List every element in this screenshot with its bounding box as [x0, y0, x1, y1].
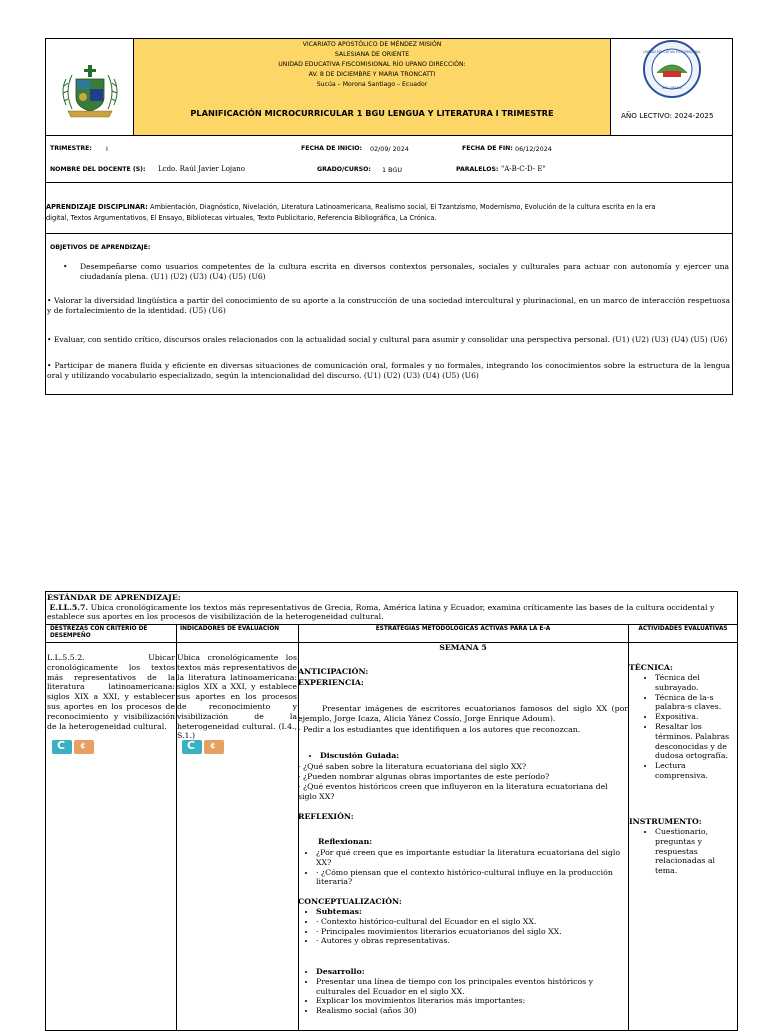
- tecnica-item: • Resaltar los términos. Palabras desconocidas y de dudosa ortografía.: [655, 722, 739, 761]
- anticipacion-label: ANTICIPACIÓN:: [298, 667, 369, 676]
- aprendizaje-section: [45, 182, 733, 234]
- header-line-1: VICARIATO APOSTÓLICO DE MÉNDEZ MISIÓN: [302, 41, 442, 48]
- col-header-indicadores: INDICADORES DE EVALUACIÓN: [180, 626, 280, 632]
- reflexion-label: REFLEXIÓN:: [298, 812, 354, 821]
- school-year: AÑO LECTIVO: 2024-2025: [621, 111, 714, 120]
- institution-header: [134, 39, 611, 135]
- reflexion-item: • · ¿Cómo piensan que el contexto histórico-cultural influye en la producción literaria?: [316, 868, 628, 888]
- destreza-text: L.L.5.5.2. Ubicar cronológicamente los textos más representativos de la literatura latinoamericana: siglos XIX a XXI, y establecer sus aportes en los procesos de reconocimiento y visibilización de la heterogeneidad cultural.: [47, 653, 175, 731]
- tecnica-item: • Lectura comprensiva.: [655, 761, 739, 781]
- seal-text-bottom: RÍO UPANO: [661, 86, 683, 90]
- desarrollo-item: • Presentar una línea de tiempo con los principales eventos históricos y culturales del Ecuador en el siglo XX.: [316, 977, 628, 997]
- objetivo-3: • Evaluar, con sentido crítico, discursos orales relacionados con la actualidad social y cultural para asumir y consolidar una perspectiva personal. (U1) (U2) (U3) (U4) (U5) (U6): [47, 335, 728, 344]
- docente-value: Lcdo. Raúl Javier Lojano: [158, 165, 245, 173]
- estandar-text: Ubica cronológicamente los textos más representativos de Grecia, Roma, América latina y Ecuador, examina críticamente las bases de la cultura occidental y establece sus aportes en los procesos de visibilización de la heterogeneidad cultural.: [47, 602, 715, 621]
- money-icon: ¢: [74, 740, 94, 754]
- subtema-item: • · Autores y obras representativas.: [316, 936, 628, 946]
- tecnica-list: [629, 673, 739, 781]
- col-header-actividades: ACTIVIDADES EVALUATIVAS: [638, 626, 728, 632]
- paralelos-label: PARALELOS:: [456, 166, 499, 173]
- header-line-5: Sucúa – Morona Santiago – Ecuador: [316, 81, 428, 88]
- desarrollo-item: • Explicar los movimientos literarios más importantes:: [316, 996, 628, 1006]
- reflexion-list: [298, 848, 628, 887]
- objetivo-2: • Valorar la diversidad lingüística a partir del conocimiento de su aporte a la construcción de una sociedad intercultural y plurinacional, en un marco de interacción respetuosa y de fortalecimiento de la identidad. (U5) (U6): [47, 296, 730, 315]
- fecha-fin-value: 06/12/2024: [515, 145, 552, 153]
- tecnica-label: TÉCNICA:: [629, 663, 673, 672]
- instrumento-list: [629, 827, 739, 876]
- trimestre-label: TRIMESTRE:: [50, 145, 92, 152]
- discusion-q2: · ¿Pueden nombrar algunas obras importantes de este período?: [298, 772, 550, 781]
- semana-label: SEMANA 5: [439, 643, 487, 652]
- resource-icons: [182, 739, 226, 758]
- tecnica-item: • Expositiva.: [655, 712, 739, 722]
- grado-label: GRADO/CURSO:: [317, 166, 371, 173]
- subtema-item: • · Principales movimientos literarios ecuatorianos del siglo XX.: [316, 927, 628, 937]
- fecha-inicio-value: 02/09/ 2024: [370, 145, 409, 153]
- subtemas-label: Subtemas:: [316, 907, 362, 916]
- divider: [46, 624, 737, 625]
- desarrollo-item: • Realismo social (años 30): [316, 1006, 628, 1016]
- paralelos-value: "A-B-C-D- E": [501, 165, 546, 173]
- docente-label: NOMBRE DEL DOCENTE (S):: [50, 166, 146, 173]
- school-seal-icon: [611, 39, 732, 99]
- subtema-item: • · Contexto histórico-cultural del Ecuador en el siglo XX.: [316, 917, 628, 927]
- aprendizaje-topics: Ambientación, Diagnóstico, Nivelación, Literatura Latinoamericana, Realismo social, El Tzantzismo, Modernismo, Evolución de la cultura escrita en la era: [147, 203, 656, 211]
- col-header-destrezas: DESTREZAS CON CRITERIO DE DESEMPEÑO: [50, 626, 148, 639]
- computer-icon: C: [52, 740, 72, 754]
- coat-of-arms-icon: [46, 39, 134, 135]
- experiencia-label: EXPERIENCIA:: [298, 678, 364, 687]
- tecnica-item: • Técnica del subrayado.: [655, 673, 739, 693]
- discusion-q1: · ¿Qué saben sobre la literatura ecuatoriana del siglo XX?: [298, 762, 527, 771]
- aprendizaje-label: APRENDIZAJE DISCIPLINAR:: [46, 203, 148, 211]
- desarrollo-label: Desarrollo:: [316, 967, 365, 976]
- estandar-label: ESTÁNDAR DE APRENDIZAJE:: [47, 593, 181, 602]
- fecha-fin-label: FECHA DE FIN:: [462, 145, 513, 152]
- vicariate-coat-of-arms: [46, 39, 134, 135]
- objetivo-1-text: Desempeñarse como usuarios competentes de la cultura escrita en diversos contextos personales, sociales y culturales para actuar con autonomía y ejercer una ciudadanía plena. (U1) (U2) (U3) (U4) (U5) (U6): [80, 262, 729, 281]
- header-line-4: AV. 8 DE DICIEMBRE Y MARIA TRONCATTI: [308, 71, 436, 78]
- header-line-3: UNIDAD EDUCATIVA FISCOMISIONAL RÍO UPANO DIRECCIÓN:: [278, 61, 466, 68]
- grado-value: 1 BGU: [382, 166, 402, 174]
- conceptualizacion-label: CONCEPTUALIZACIÓN:: [298, 897, 402, 906]
- header-table: [45, 38, 733, 136]
- reflexion-item: • ¿Por qué creen que es importante estudiar la literatura ecuatoriana del siglo XX?: [316, 848, 628, 868]
- instrumento-label: INSTRUMENTO:: [629, 817, 702, 826]
- header-line-2: SALESIANA DE ORIENTE: [334, 51, 410, 58]
- aprendizaje-line-1: [46, 202, 656, 213]
- tecnica-item: • Técnica de la-s palabra-s claves.: [655, 693, 739, 713]
- info-section: [45, 135, 733, 183]
- seal-text-top: UNIDAD EDUCATIVA FISCOMISIONAL: [643, 50, 701, 54]
- bullet-icon: •: [63, 262, 68, 271]
- objetivos-label: OBJETIVOS DE APRENDIZAJE:: [50, 244, 151, 251]
- experiencia-text: Presentar imágenes de escritores ecuatorianos famosos del siglo XX (por ejemplo, Jorge Icaza, Alicia Yánez Cossío, Jorge Enrique Adoum).: [298, 704, 628, 723]
- estandar-block: [47, 593, 737, 622]
- money-icon: ¢: [204, 740, 224, 754]
- planning-table: [45, 591, 738, 1031]
- objetivo-4: • Participar de manera fluida y eficiente en diversas situaciones de comunicación oral, formales y no formales, integrando los conocimientos sobre la estructura de la lengua oral y utilizando vocabulario especializado, según la intencionalidad del discurso. (U1) (U2) (U3) (U4) (U5) (U6): [47, 361, 730, 380]
- desarrollo-list: [298, 967, 628, 1016]
- reflexionan-label: Reflexionan:: [318, 837, 373, 846]
- resource-icons: [52, 739, 96, 758]
- objetivo-1: [63, 262, 729, 282]
- aprendizaje-line-2: digital, Textos Argumentativos, El Ensayo, Bibliotecas virtuales, Texto Publicitario, Referencia Bibliográfica, La Crónica.: [46, 214, 437, 222]
- col-header-estrategias: ESTRATEGIAS METODOLÓGICAS ACTIVAS PARA LA E-A: [375, 626, 551, 632]
- computer-icon: C: [182, 740, 202, 754]
- discusion-block: [298, 751, 628, 761]
- fecha-inicio-label: FECHA DE INICIO:: [301, 145, 362, 152]
- discusion-q3: · ¿Qué eventos históricos creen que influyeron en la literatura ecuatoriana del siglo XX?: [298, 782, 608, 801]
- plan-title: PLANIFICACIÓN MICROCURRICULAR 1 BGU LENGUA Y LITERATURA I TRIMESTRE: [190, 108, 554, 118]
- trimestre-value: I: [106, 145, 108, 153]
- discusion-label: Discusión Guiada:: [320, 751, 400, 760]
- experiencia-text-2: · Pedir a los estudiantes que identifiquen a los autores que reconozcan.: [298, 725, 581, 734]
- school-seal-cell: [611, 39, 732, 135]
- subtemas-list: [298, 907, 628, 946]
- indicador-text: Ubica cronológicamente los textos más representativos de la literatura latinoamericana: siglos XIX a XXI, y establece sus aportes en los procesos de reconocimiento y visibilización de la heterogeneidad cultural. (I.4., S.1.): [177, 653, 297, 741]
- instrumento-item: • Cuestionario, preguntas y respuestas relacionadas al tema.: [655, 827, 739, 876]
- objetivos-section: [45, 233, 733, 395]
- estandar-code: E.LL.5.7.: [49, 602, 89, 612]
